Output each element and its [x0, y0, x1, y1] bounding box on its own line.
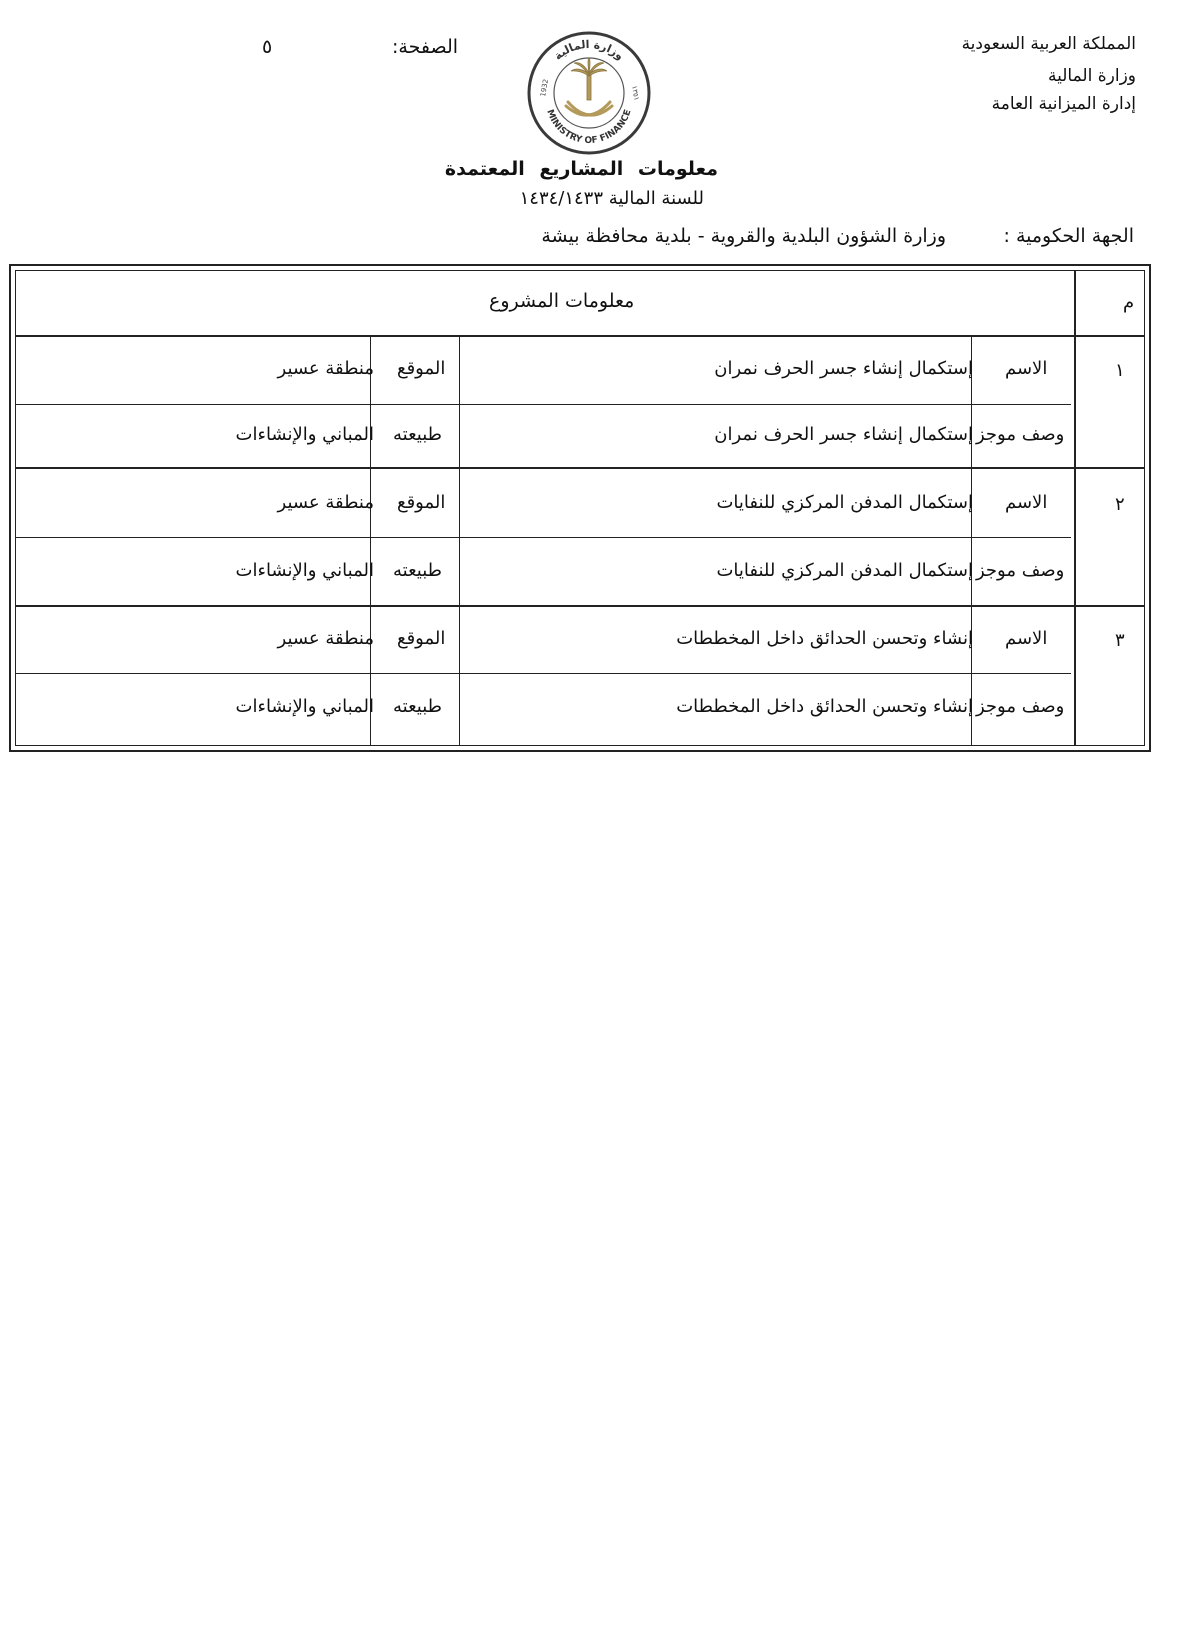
name-label: الاسم [1005, 358, 1048, 379]
column-header-number: م [1123, 292, 1135, 313]
row-number: ٣ [1115, 630, 1125, 651]
ministry-seal-icon [524, 30, 654, 156]
project-nature: المباني والإنشاءات [235, 560, 374, 581]
project-name: إستكمال المدفن المركزي للنفايات [716, 492, 973, 513]
ministry-name: وزارة المالية [1048, 66, 1136, 86]
government-entity-label: الجهة الحكومية : [1003, 225, 1134, 247]
projects-table [9, 264, 1151, 752]
description-label: وصف موجز [976, 696, 1065, 717]
logo-year-left: 1932 [539, 78, 551, 98]
page-number: ٥ [262, 36, 273, 58]
name-label: الاسم [1005, 492, 1048, 513]
department-name: إدارة الميزانية العامة [991, 94, 1136, 114]
document-title: معلومات المشاريع المعتمدة [444, 158, 718, 180]
project-description: إستكمال المدفن المركزي للنفايات [716, 560, 973, 581]
name-label: الاسم [1005, 628, 1048, 649]
location-label: الموقع [397, 358, 446, 379]
page-label: الصفحة: [392, 36, 459, 58]
ministry-logo [524, 30, 654, 156]
column-header-project-info: معلومات المشروع [489, 290, 635, 312]
project-name: إستكمال إنشاء جسر الحرف نمران [714, 358, 973, 379]
location-label: الموقع [397, 492, 446, 513]
logo-bottom-text: MINISTRY OF FINANCE [544, 108, 634, 147]
project-location: منطقة عسير [277, 358, 374, 379]
location-label: الموقع [397, 628, 446, 649]
nature-label: طبيعته [393, 560, 442, 581]
project-description: إنشاء وتحسن الحدائق داخل المخططات [676, 696, 973, 717]
project-nature: المباني والإنشاءات [235, 424, 374, 445]
nature-label: طبيعته [393, 696, 442, 717]
nature-label: طبيعته [393, 424, 442, 445]
logo-top-text: وزارة المالية [551, 37, 627, 63]
row-number: ٢ [1115, 494, 1125, 515]
project-nature: المباني والإنشاءات [235, 696, 374, 717]
description-label: وصف موجز [976, 560, 1065, 581]
logo-year-right: ١٣٥١ [630, 84, 641, 102]
project-description: إستكمال إنشاء جسر الحرف نمران [714, 424, 973, 445]
kingdom-name: المملكة العربية السعودية [961, 34, 1136, 54]
project-name: إنشاء وتحسن الحدائق داخل المخططات [676, 628, 973, 649]
fiscal-year: للسنة المالية ١٤٣٤/١٤٣٣ [519, 188, 704, 209]
row-number: ١ [1115, 360, 1125, 381]
government-entity-value: وزارة الشؤون البلدية والقروية - بلدية محافظة بيشة [541, 225, 946, 247]
project-location: منطقة عسير [277, 628, 374, 649]
project-location: منطقة عسير [277, 492, 374, 513]
description-label: وصف موجز [976, 424, 1065, 445]
